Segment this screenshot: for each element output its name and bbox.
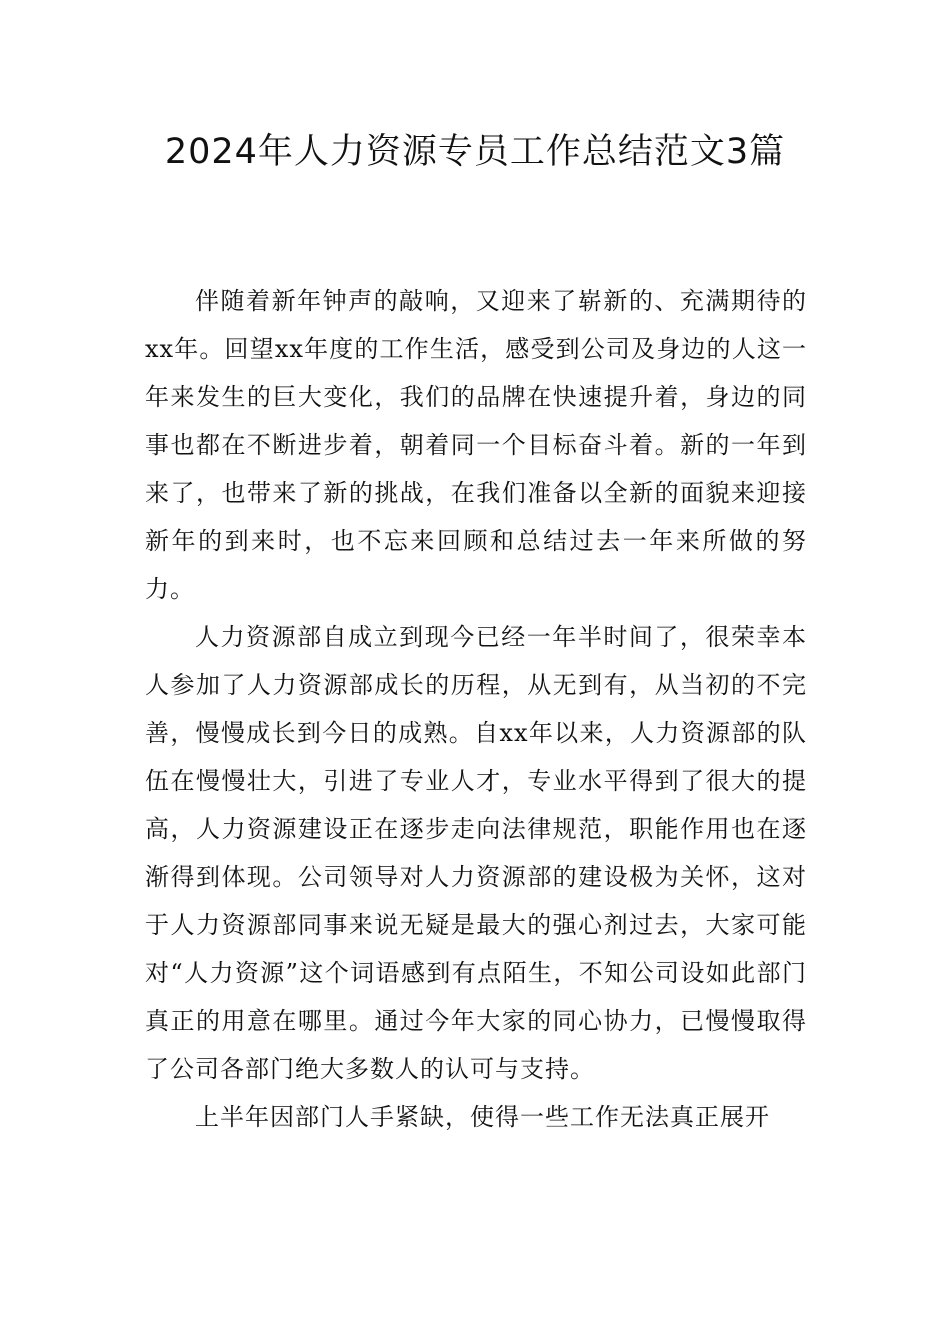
- paragraph-2: 人力资源部自成立到现今已经一年半时间了，很荣幸本人参加了人力资源部成长的历程，从无到有，从当初的不完善，慢慢成长到今日的成熟。自xx年以来，人力资源部的队伍在慢慢壮大，引进了专业人才，专业水平得到了很大的提高，人力资源建设正在逐步走向法律规范，职能作用也在逐渐得到体现。公司领导对人力资源部的建设极为关怀，这对于人力资源部同事来说无疑是最大的强心剂过去，大家可能对“人力资源”这个词语感到有点陌生，不知公司设如此部门真正的用意在哪里。通过今年大家的同心协力，已慢慢取得了公司各部门绝大多数人的认可与支持。: [145, 623, 807, 1083]
- paragraph-1: 伴随着新年钟声的敲响，又迎来了崭新的、充满期待的xx年。回望xx年度的工作生活，感受到公司及身边的人这一年来发生的巨大变化，我们的品牌在快速提升着，身边的同事也都在不断进步着，朝着同一个目标奋斗着。新的一年到来了，也带来了新的挑战，在我们准备以全新的面貌来迎接新年的到来时，也不忘来回顾和总结过去一年来所做的努力。: [145, 287, 807, 603]
- paragraph-3: 上半年因部门人手紧缺，使得一些工作无法真正展开: [195, 1103, 770, 1131]
- document-title: 2024年人力资源专员工作总结范文3篇: [164, 132, 786, 172]
- document-body: [145, 277, 807, 1141]
